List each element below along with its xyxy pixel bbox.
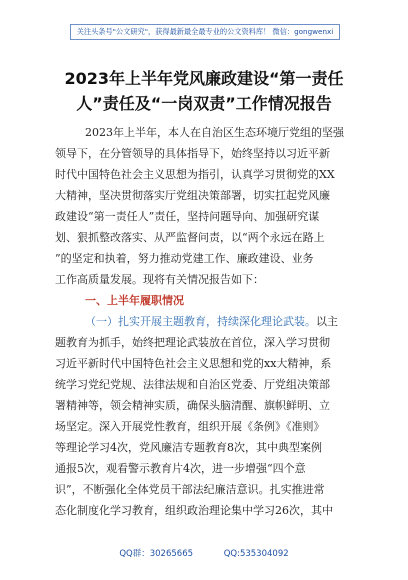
body-line: 场坚定。深入开展党性教育，组织开展《条例》《准则》 (55, 420, 325, 433)
body-line: 工作高质量发展。现将有关情况报告如下： (55, 273, 264, 286)
body-line: 领导下，在分管领导的具体指导下，始终坚持以习近平新 (55, 147, 330, 160)
subsection-heading-line (55, 311, 355, 332)
body-line: ”的坚定和执着，努力推动党建工作、廉政建设、业务 (55, 252, 314, 265)
promo-banner: 关注头条号"公文研究"，获得最新最全最专业的公文资料库！ 微信：gongwenxi (70, 24, 340, 40)
body-line: 习近平新时代中国特色社会主义思想和党的xx大精神，系 (55, 357, 332, 370)
body-line: 等理论学习4次，党风廉洁专题教育8次，其中典型案例 (55, 441, 322, 454)
page-footer (0, 547, 408, 559)
body-line: 统学习党纪党规、法律法规和自治区党委、厅党组决策部 (55, 378, 330, 391)
document-body (55, 122, 355, 521)
title-line-1: 2023年上半年党风廉政建设“第一责任 (64, 69, 344, 88)
body-line: 时代中国特色社会主义思想为指引，认真学习贯彻党的XX (55, 168, 335, 181)
body-line: 大精神，坚决贯彻落实厅党组决策部署，切实扛起党风廉 (55, 189, 330, 202)
body-line: 通报5次，观看警示教育片4次，进一步增强“四个意 (55, 462, 306, 475)
title-line-2: 人”责任及“一岗双责”工作情况报告 (76, 94, 332, 113)
body-line: 署精神等，领会精神实质，确保头脑清醒、旗帜鲜明、立 (55, 399, 330, 412)
body-line: 题教育为抓手，始终把理论武装放在首位，深入学习贯彻 (55, 336, 330, 349)
body-line: 态化制度化学习教育，组织政治理论集中学习26次，其中 (55, 504, 333, 517)
body-line: 政建设“第一责任人”责任，坚持问题导向、加强研究谋 (55, 210, 320, 223)
subsection-heading: （一）扎实开展主题教育，持续深化理论武装。 (85, 315, 316, 328)
qq-contact-label: QQ:535304092 (223, 549, 289, 559)
document-title (52, 66, 356, 116)
body-line: 2023年上半年，本人在自治区生态环境厅党组的坚强 (85, 126, 344, 139)
body-line: 识”，不断强化全体党员干部法纪廉洁意识。扎实推进常 (55, 483, 325, 496)
qq-group-label: QQ群：30265665 (119, 549, 194, 559)
body-line: 划、狠抓整改落实、从严监督问责，以“两个永远在路上 (55, 231, 325, 244)
section-heading: 一、上半年履职情况 (85, 294, 184, 307)
subsection-lead-text: 以主 (316, 315, 338, 328)
